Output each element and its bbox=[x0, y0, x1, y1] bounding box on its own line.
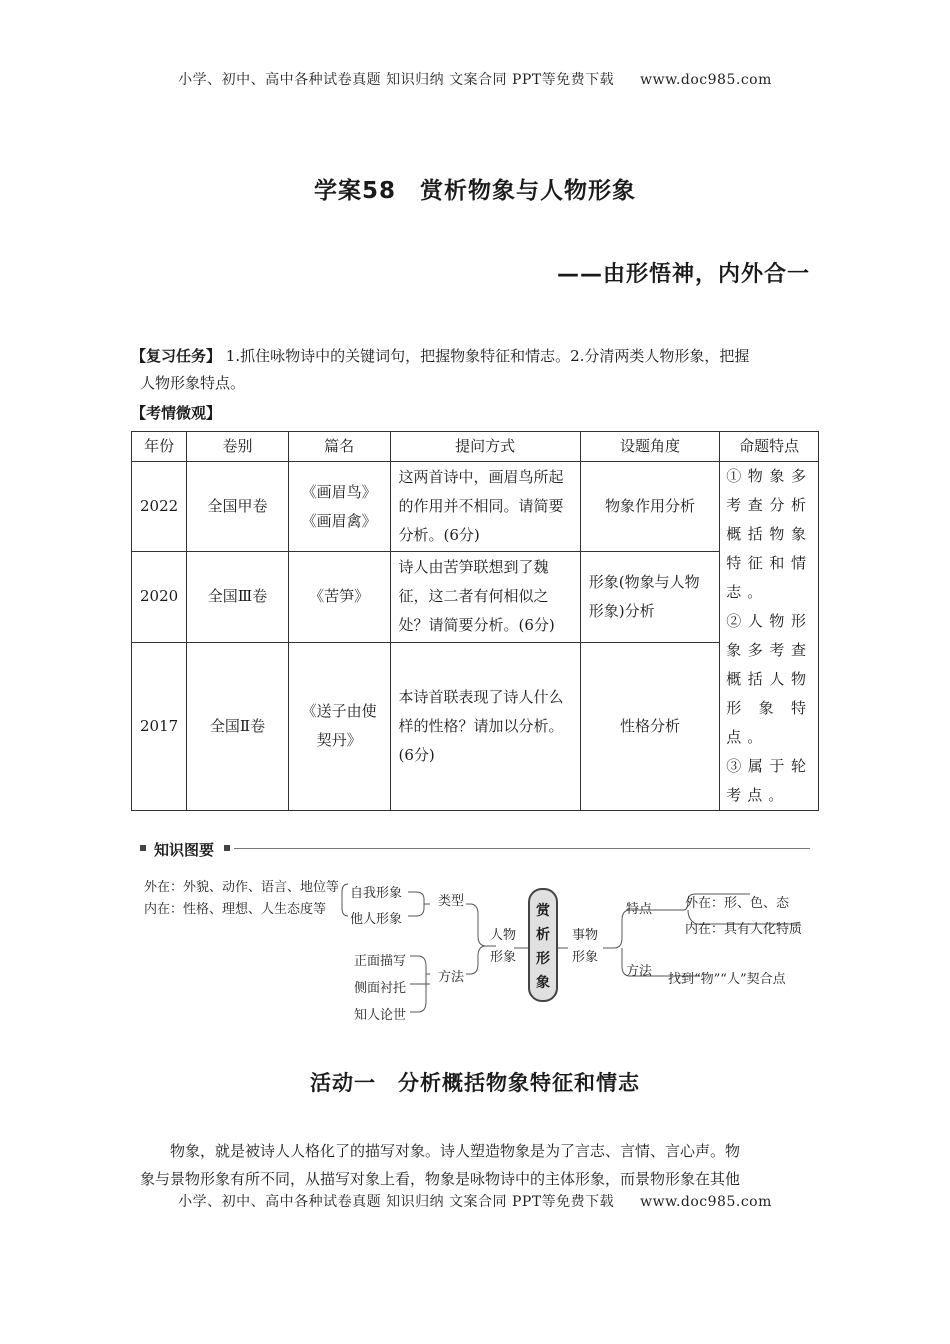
table-row bbox=[132, 462, 819, 552]
cell-year: 2020 bbox=[132, 552, 187, 642]
cell-title bbox=[288, 462, 390, 552]
title-line: 《送子由使 bbox=[301, 702, 377, 721]
context-method: 知人论世 bbox=[354, 1008, 407, 1023]
cell-paper: 全国甲卷 bbox=[187, 462, 289, 552]
trait-3: ③属于轮考点。 bbox=[726, 757, 812, 804]
header-question: 提问方式 bbox=[390, 432, 580, 462]
self-image: 自我形象 bbox=[350, 886, 403, 901]
cell-question: 诗人由苦笋联想到了魏征，这二者有何相似之处？请简要分析。(6分) bbox=[390, 552, 580, 642]
inner-feature: 内在：具有人化特质 bbox=[685, 922, 803, 937]
cell-angle: 性格分析 bbox=[580, 642, 719, 810]
cell-angle: 物象作用分析 bbox=[580, 462, 719, 552]
cell-question: 本诗首联表现了诗人什么样的性格？请加以分析。(6分) bbox=[390, 642, 580, 810]
page-title: 学案58 赏析物象与人物形象 bbox=[313, 178, 636, 204]
outer-note: 外在：外貌、动作、语言、地位等 bbox=[144, 880, 340, 895]
core-char: 象 bbox=[536, 975, 550, 991]
object-label-1: 事物 bbox=[572, 928, 599, 943]
knowledge-map-label: 知识图要 bbox=[154, 841, 215, 859]
square-bullet-icon bbox=[140, 845, 146, 851]
title-line: 契丹》 bbox=[316, 731, 362, 750]
cell-angle: 形象(物象与人物形象)分析 bbox=[580, 552, 719, 642]
review-task bbox=[131, 343, 821, 397]
paragraph-line-2: 象与景物形象有所不同，从描写对象上看，物象是咏物诗中的主体形象，而景物形象在其他 bbox=[140, 1170, 741, 1188]
square-bullet-icon bbox=[224, 845, 230, 851]
cell-year: 2017 bbox=[132, 642, 187, 810]
other-image: 他人形象 bbox=[350, 912, 403, 927]
title-line: 《画眉鸟》 bbox=[301, 482, 377, 501]
knowledge-map-heading bbox=[140, 838, 810, 858]
table-header-row bbox=[132, 432, 819, 462]
type-label: 类型 bbox=[438, 894, 465, 909]
trait-2: ②人物形象多考查概括人物形象特点。 bbox=[726, 612, 812, 746]
paragraph-line-1: 物象，就是被诗人人格化了的描写对象。诗人塑造物象是为了言志、言情、言心声。物 bbox=[170, 1142, 741, 1160]
direct-description: 正面描写 bbox=[354, 954, 407, 969]
feature-label: 特点 bbox=[626, 902, 653, 917]
core-char: 形 bbox=[536, 951, 550, 967]
review-label: 【复习任务】 bbox=[131, 347, 222, 365]
header-year: 年份 bbox=[132, 432, 187, 462]
page-header bbox=[0, 69, 950, 89]
header-trait: 命题特点 bbox=[720, 432, 819, 462]
core-char: 赏 bbox=[536, 903, 550, 919]
page-footer bbox=[0, 1191, 950, 1211]
object-method: 找到“物”“人”契合点 bbox=[668, 972, 786, 987]
table-row bbox=[132, 552, 819, 642]
method-label: 方法 bbox=[438, 970, 465, 985]
core-char: 析 bbox=[536, 927, 550, 943]
header-paper: 卷别 bbox=[187, 432, 289, 462]
core-node bbox=[528, 888, 558, 1002]
outer-feature: 外在：形、色、态 bbox=[685, 896, 790, 911]
cell-year: 2022 bbox=[132, 462, 187, 552]
header-site[interactable]: www.doc985.com bbox=[640, 72, 772, 88]
body-paragraph bbox=[140, 1137, 812, 1193]
table-row bbox=[132, 642, 819, 810]
cell-traits bbox=[720, 462, 819, 811]
person-label-1: 人物 bbox=[490, 928, 517, 943]
footer-text: 小学、初中、高中各种试卷真题 知识归纳 文案合同 PPT等免费下载 bbox=[178, 1194, 615, 1210]
cell-paper: 全国Ⅲ卷 bbox=[187, 552, 289, 642]
footer-site[interactable]: www.doc985.com bbox=[640, 1194, 772, 1210]
object-method-label: 方法 bbox=[626, 964, 653, 979]
activity-title: 活动一 分析概括物象特征和情志 bbox=[310, 1071, 640, 1095]
cell-paper: 全国Ⅱ卷 bbox=[187, 642, 289, 810]
review-line-1: 1.抓住咏物诗中的关键词句，把握物象特征和情志。2.分清两类人物形象，把握 bbox=[225, 347, 750, 365]
knowledge-map bbox=[140, 870, 830, 1030]
exam-label: 【考情微观】 bbox=[131, 404, 222, 422]
divider bbox=[234, 848, 810, 849]
header-title: 篇名 bbox=[288, 432, 390, 462]
cell-title bbox=[288, 642, 390, 810]
inner-note: 内在：性格、理想、人生态度等 bbox=[144, 902, 327, 917]
title-line: 《画眉禽》 bbox=[301, 511, 377, 530]
cell-title: 《苦笋》 bbox=[288, 552, 390, 642]
header-angle: 设题角度 bbox=[580, 432, 719, 462]
review-line-2: 人物形象特点。 bbox=[140, 374, 246, 392]
indirect-description: 侧面衬托 bbox=[354, 981, 407, 996]
page-subtitle: ——由形悟神，内外合一 bbox=[556, 262, 810, 287]
person-label-2: 形象 bbox=[490, 950, 517, 965]
cell-question: 这两首诗中，画眉鸟所起的作用并不相同。请简要分析。(6分) bbox=[390, 462, 580, 552]
object-label-2: 形象 bbox=[572, 950, 599, 965]
header-text: 小学、初中、高中各种试卷真题 知识归纳 文案合同 PPT等免费下载 bbox=[178, 72, 615, 88]
trait-1: ①物象多考查分析概括物象特征和情志。 bbox=[726, 467, 812, 601]
exam-table bbox=[131, 431, 819, 811]
